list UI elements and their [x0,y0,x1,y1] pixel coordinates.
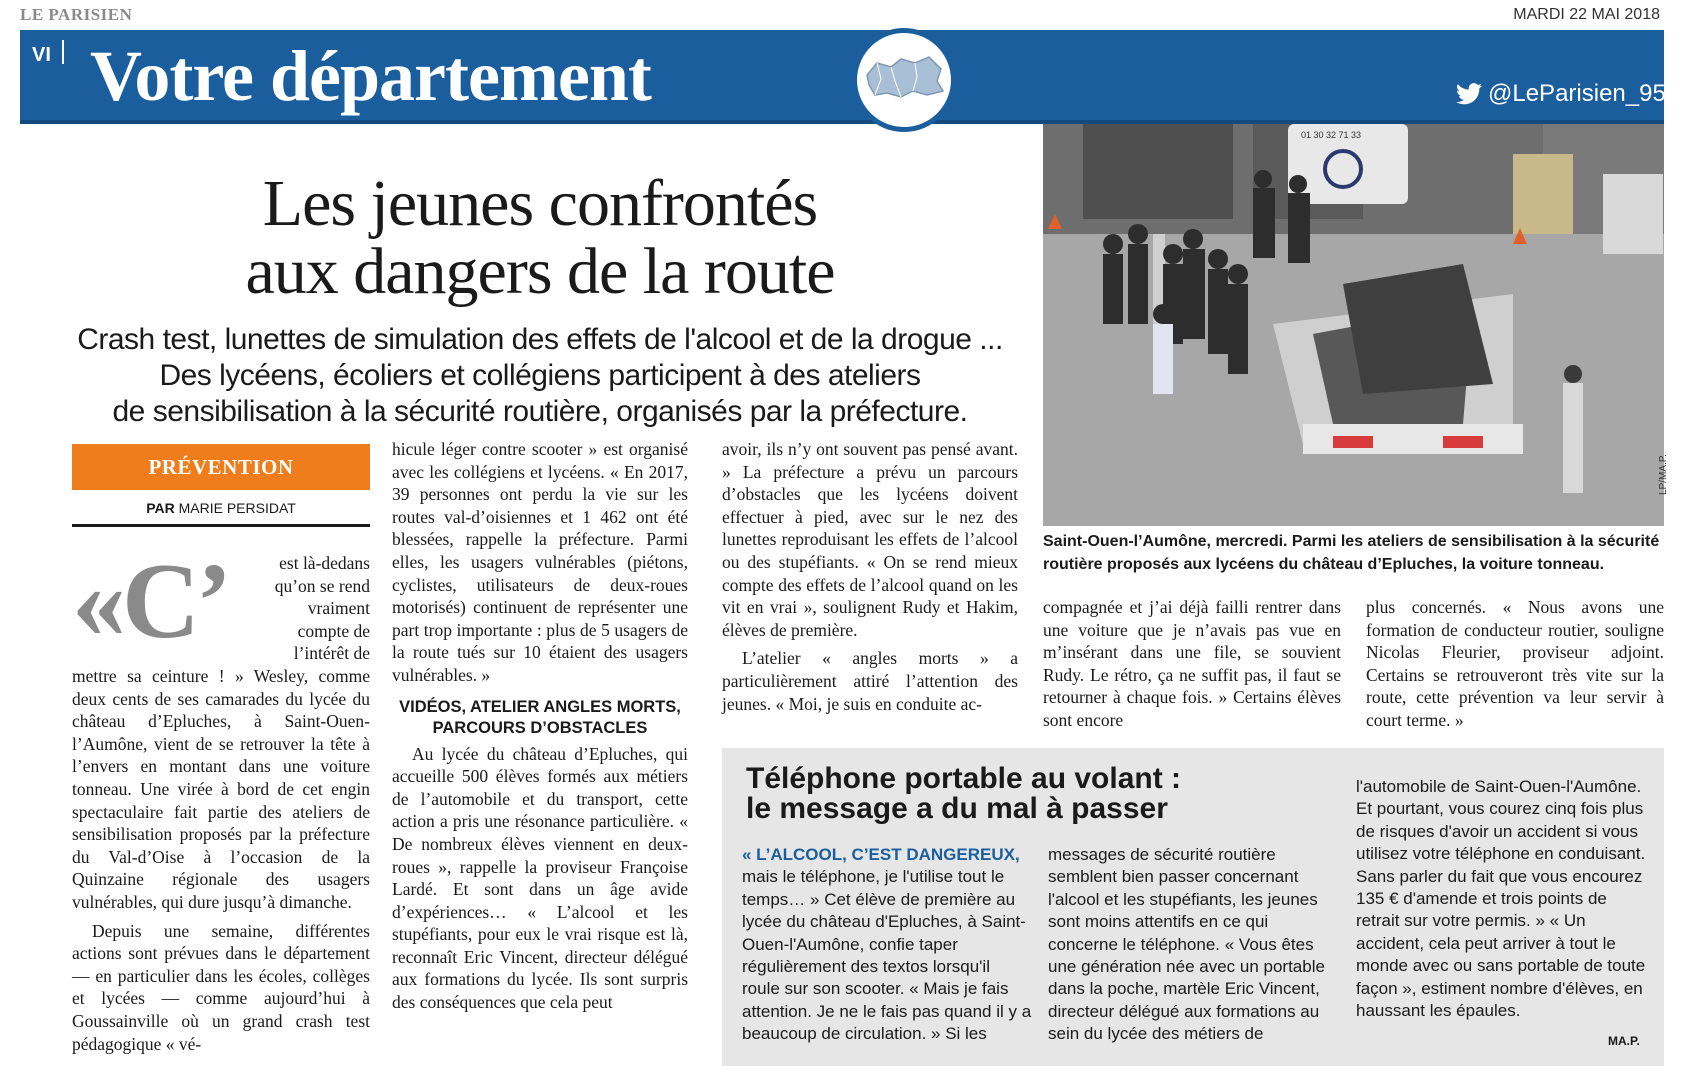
photo-caption: Saint-Ouen-l’Aumône, mercredi. Parmi les ateliers de sensibilisation à la sécurité routière proposés aux lycéens du château d’Epluches, la voiture tonneau. [1043,533,1660,573]
column-4 [1043,596,1341,732]
article-standfirst [70,322,1010,430]
col1-line: qu’on se rend [274,575,370,596]
section-title: Votre département [90,36,651,116]
subheading: VIDÉOS, ATELIER ANGLES MORTS, PARCOURS D’OBSTACLES [399,697,681,737]
col1-line: l’intérêt de [293,643,370,664]
article-headline [150,167,930,308]
twitter-bird-icon [1456,83,1482,105]
sidebar-column-3 [1356,776,1652,1022]
rubric-label: PRÉVENTION [72,444,370,490]
paragraph: avoir, ils n’y ont souvent pas pensé avant. » La préfecture a prévu un parcours d’obstacles que les lycéens doivent effectuer à pied, avec sur le nez des lunettes reproduisant les effets de l’alcool ou des stupéfiants. « On se rend mieux compte des effets de l’alcool quand on les vit en vrai », soulignent Rudy et Hakim, élèves de première. [722,439,1018,640]
paragraph: mettre sa ceinture ! » Wesley, comme deux cents de ses camarades du lycée du château d’Epluches, à Saint-Ouen-l’Aumône, vient de se retrouver la tête à l’envers en montant dans une voiture tonneau. Une virée à bord de cet engin spectaculaire fait partie des ateliers de sensibilisation proposés par la préfecture du Val-d’Oise à l’occasion de la Quinzaine régionale des usagers vulnérables, qui dure jusqu’à dimanche. [72,666,370,912]
column-1-top [262,552,370,665]
sidebar-title [746,764,1446,824]
section-number: VI [32,44,51,66]
sidebar-signature: MA.P. [1608,1034,1640,1048]
sidebar-text: l'automobile de Saint-Ouen-l'Aumône. Et pourtant, vous courez cinq fois plus de risques d'avoir un accident si vous utilisez votre téléphone en conduisant. Sans parler du fait que vous encourez 135 € d'amende et trois points de retrait sur votre permis. » « Un accident, cela peut arriver à tout le monde avec ou sans portable de toute façon », estiment nombre d'élèves, en haussant les épaules. [1356,777,1646,1021]
column-2 [392,438,688,1014]
sidebar-column-2 [1048,844,1338,1046]
paragraph: plus concernés. « Nous avons une formation de conducteur routier, souligne Nicolas Fleurier, proviseur adjoint. Certains se retrouveront très vite sur la route, cette prévention va leur servir à court terme. » [1366,597,1664,730]
standfirst-line-1: Crash test, lunettes de simulation des effets de l'alcool et de la drogue ... [77,323,1003,356]
sidebar-text: mais le téléphone, je l'utilise tout le temps… » Cet élève de première au lycée du château d'Epluches, à Saint-Ouen-l'Aumône, confie taper régulièrement des textos lorsqu'il roule sur son scooter. « Mais je fais attention. Je ne le fais pas quand il y a beaucoup de circulation. » Si les [742,867,1032,1044]
drop-cap: «C’ [72,542,228,661]
paragraph: L’atelier « angles morts » a particulièrement attiré l’attention des jeunes. « Moi, je suis en conduite ac- [722,648,1018,714]
byline-rule [72,524,370,527]
garage-workshop-photo [1043,124,1664,526]
twitter-link[interactable] [1456,80,1666,108]
byline [72,500,370,516]
sidebar-text: messages de sécurité routière semblent bien passer concernant l'alcool et les stupéfiants, les jeunes sont moins attentifs en ce qui concerne le téléphone. « Vous êtes une génération née avec un portable dans la poche, martèle Eric Vincent, directeur délégué aux formations au sein du lycée des métiers de [1048,845,1325,1044]
column-1 [72,665,370,1055]
col1-line: vraiment [307,598,370,619]
column-3 [722,438,1018,715]
newspaper-name: LE PARISIEN [20,5,133,24]
department-map-icon [852,28,956,132]
sidebar-column-1 [742,844,1032,1046]
sidebar-lead: « L’ALCOOL, C’EST DANGEREUX, [742,845,1020,864]
sidebar-title-line-1: Téléphone portable au volant : [746,762,1182,795]
standfirst-line-2: Des lycéens, écoliers et collégiens participent à des ateliers [159,359,921,392]
issue-date: MARDI 22 MAI 2018 [1513,6,1660,23]
photo-credit: LP/MA.P. [1658,454,1669,495]
paragraph: compagnée et j’ai déjà failli rentrer dans une voiture que je n’avais pas vue en m’insérant dans une file, se souvient Rudy. Le rétro, ça ne suffit pas, il faut se retourner à chaque fois. » Certains élèves sont encore [1043,597,1341,730]
map-shape [857,33,951,127]
byline-prefix: PAR [146,500,175,516]
section-separator [62,40,64,64]
paragraph: Depuis une semaine, différentes actions sont prévues dans le département — en particulier dans les écoles, collèges et lycées — comme aujourd’hui à Goussainville où un grand crash test pédagogique « vé- [72,920,370,1054]
column-5 [1366,596,1664,732]
twitter-handle: @LeParisien_95 [1488,80,1666,107]
col1-line: compte de [297,620,370,641]
byline-author: MARIE PERSIDAT [178,500,296,516]
paragraph: hicule léger contre scooter » est organisé avec les collégiens et lycéens. « En 2017, 39 personnes ont perdu la vie sur les routes val-d’oisiennes et 1 462 ont été blessées, rappelle la préfecture. Parmi elles, les usagers vulnérables (piétons, cyclistes, utilisateurs de deux-roues motorisés) continuent de représenter une part trop importante : plus de 5 usagers de la route tués sur 10 étaient des usagers vulnérables. » [392,439,688,685]
article-photo [1043,124,1664,526]
sidebar-title-line-2: le message a du mal à passer [746,792,1168,825]
paragraph: Au lycée du château d’Epluches, qui accueille 500 élèves formés aux métiers de l’automobile et du transport, cette action a pris une résonance particulière. « De nombreux élèves viennent en deux-roues », rappelle la proviseur Françoise Lardé. Et sont dans un âge avide d’expériences… « L’alcool et les stupéfiants, pour eux le vrai risque est là, reconnaît Eric Vincent, directeur délégué aux formations du lycée. Ils sont surpris des conséquences que cela peut [392,743,688,1013]
van-phone-text: 01 30 32 71 33 [1301,130,1362,140]
standfirst-line-3: de sensibilisation à la sécurité routière, organisés par la préfecture. [112,395,968,428]
headline-line-2: aux dangers de la route [245,235,835,308]
headline-line-1: Les jeunes confrontés [262,167,818,240]
col1-line: est là-dedans [279,553,370,573]
